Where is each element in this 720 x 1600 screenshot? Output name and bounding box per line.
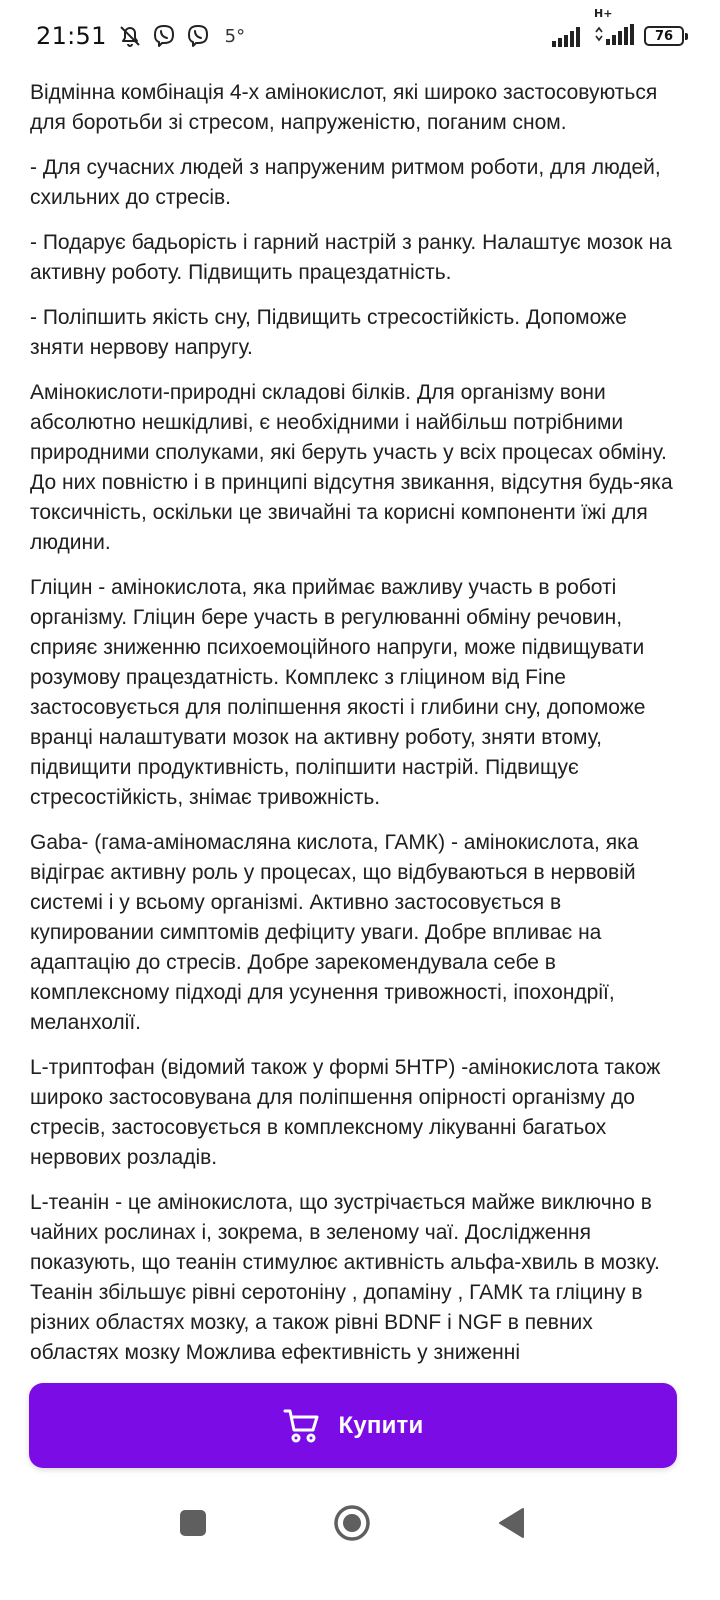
- cart-icon: [283, 1408, 321, 1444]
- home-circle-icon[interactable]: [333, 1504, 371, 1542]
- description-paragraph: - Для сучасних людей з напруженим ритмом роботи, для людей, схильних до стресів.: [30, 156, 661, 209]
- product-description[interactable]: [30, 78, 680, 1383]
- description-paragraph: - Подарує бадьорість і гарний настрій з ранку. Налаштує мозок на активну роботу. Підвищить працездатність.: [30, 231, 672, 284]
- status-temperature: 5°: [224, 25, 246, 47]
- viber-icon: [151, 23, 177, 49]
- mobile-data-indicator: [594, 7, 634, 49]
- system-navigation-bar: [0, 1480, 720, 1600]
- back-triangle-icon[interactable]: [496, 1506, 526, 1540]
- status-time: 21:51: [36, 22, 107, 50]
- buy-button-label: Купити: [338, 1411, 424, 1439]
- description-paragraph: Відмінна комбінація 4-х амінокислот, які широко застосовуються для боротьби зі стресом, напруженістю, поганим сном.: [30, 81, 658, 134]
- battery-icon: [644, 26, 684, 46]
- signal-icon: [594, 23, 634, 45]
- recents-square-icon[interactable]: [178, 1508, 208, 1538]
- network-type: H+: [594, 7, 613, 20]
- signal-icon: [552, 25, 584, 47]
- battery-level: 76: [654, 28, 674, 44]
- description-paragraph: L-триптофан (відомий також у формі 5HTP) -амінокислота також широко застосовувана для поліпшення опірності організму до стресів, застосовується в комплексному лікуванні багатьох нервових розладів.: [30, 1056, 661, 1169]
- description-paragraph: Gaba- (гама-аміномасляна кислота, ГАМК) - амінокислота, яка відіграє активну роль у процесах, що відбуваються в нервовій системі і у всьому організмі. Активно застосовується в купировании симптомів дефіциту уваги. Добре впливає на адаптацію до стресів. Добре зарекомендувала себе в комплексному підході для усунення тривожності, іпохондрії, меланхолії.: [30, 831, 639, 1034]
- buy-button[interactable]: [29, 1383, 677, 1468]
- status-system-icons: [552, 7, 684, 49]
- status-bar: [0, 0, 720, 72]
- description-paragraph: - Поліпшить якість сну, Підвищить стресостійкість. Допоможе зняти нервову напругу.: [30, 306, 627, 359]
- description-paragraph: L-теанін - це амінокислота, що зустрічається майже виключно в чайних рослинах і, зокрема, в зеленому чаї. Дослідження показують, що теанін стимулює активність альфа-хвиль в мозку. Теанін збільшує рівні серотоніну , допаміну , ГАМК та гліцину в різних областях мозку, а також рівні BDNF і NGF в певних областях мозку Можлива ефективність у зниженні: [30, 1191, 660, 1364]
- status-notification-icons: [117, 23, 245, 49]
- description-paragraph: Амінокислоти-природні складові білків. Для організму вони абсолютно нешкідливі, є необхідними і найбільш потрібними природними сполуками, які беруть участь у всіх процесах обміну. До них повністю і в принципі відсутня звикання, відсутня будь-яка токсичність, оскільки це звичайні та корисні компоненти їжі для людини.: [30, 381, 673, 554]
- viber-icon: [185, 23, 211, 49]
- description-paragraph: Гліцин - амінокислота, яка приймає важливу участь в роботі організму. Гліцин бере участь в регулюванні обміну речовин, сприяє зниженню психоемоційного напруги, може підвищувати розумову працездатність. Комплекс з гліцином від Fine застосовується для поліпшення якості і глибини сну, допоможе вранці налаштувати мозок на активну роботу, зняти втому, підвищити продуктивність, поліпшити настрій. Підвищує стресостійкість, знімає тривожність.: [30, 576, 646, 809]
- alarm-off-icon: [117, 23, 143, 49]
